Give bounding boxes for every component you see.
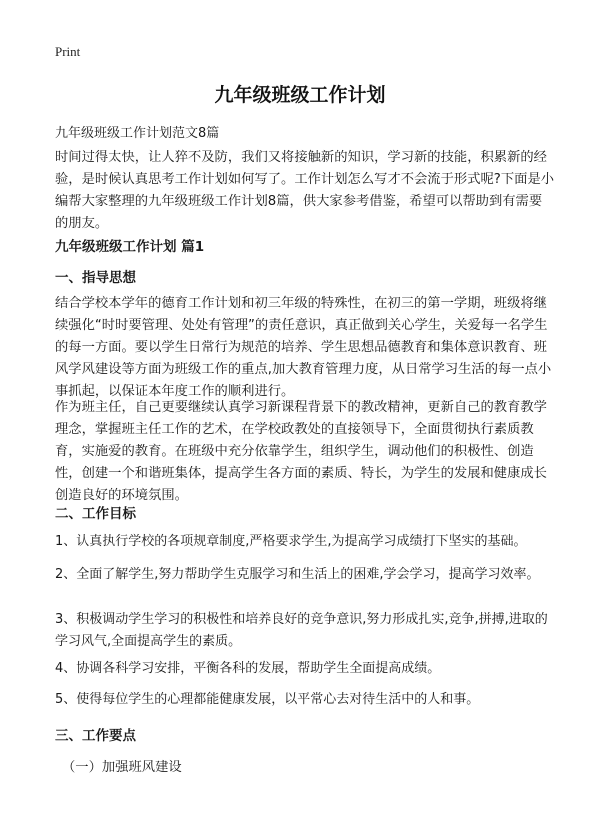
- goal-item-4: 4、协调各科学习安排，平衡各科的发展，帮助学生全面提高成绩。: [55, 661, 441, 676]
- part1-paragraph-2: 作为班主任，自己更要继续认真学习新课程背景下的教改精神，更新自己的教育教学理念，掌握班主任工作的艺术，在学校政教处的直接领导下，全面贯彻执行素质教育，实施爱的教育。在班级中充分依靠学生，组织学生，调动他们的积极性、创造性，创建一个和谐班集体，提高学生各方面的素质、特长，为学生的发展和健康成长创造良好的环境氛围。: [55, 400, 547, 503]
- section-heading: 九年级班级工作计划 篇1: [55, 239, 205, 255]
- intro-paragraph: 时间过得太快，让人猝不及防，我们又将接触新的知识，学习新的技能，积累新的经验，是时候认真思考工作计划如何写了。工作计划怎么写才不会流于形式呢?下面是小编帮大家整理的九年级班级工作计划8篇，供大家参考借鉴，希望可以帮助到有需要的朋友。: [55, 150, 555, 231]
- goal-item-1: 1、认真执行学校的各项规章制度,严格要求学生,为提高学习成绩打下坚实的基础。: [55, 534, 527, 549]
- work-point-1: （一）加强班风建设: [62, 760, 182, 775]
- part1-paragraph-1: 结合学校本学年的德育工作计划和初三年级的特殊性，在初三的第一学期，班级将继续强化“时时要管理、处处有管理”的责任意识，真正做到关心学生，关爱每一名学生的每一方面。要以学生日常行为规范的培养、学生思想品德教育和集体意识教育、班风学风建设等方面为班级工作的重点,加大教育管理力度，从日常学习生活的每一点小事抓起，以保证本年度工作的顺利进行。: [55, 296, 552, 399]
- part1-heading: 一、指导思想: [55, 270, 136, 286]
- goal-item-5: 5、使得每位学生的心理都能健康发展，以平常心去对待生活中的人和事。: [55, 692, 480, 707]
- print-link[interactable]: Print: [55, 44, 81, 59]
- goal-item-3: 3、积极调动学生学习的积极性和培养良好的竞争意识,努力形成扎实,竞争,拼搏,进取的学习风气,全面提高学生的素质。: [55, 612, 548, 649]
- article-subtitle: 九年级班级工作计划范文8篇: [55, 126, 220, 141]
- goal-item-2: 2、全面了解学生,努力帮助学生克服学习和生活上的困难,学会学习，提高学习效率。: [55, 567, 540, 582]
- part3-heading: 三、工作要点: [55, 728, 136, 744]
- part2-heading: 二、工作目标: [55, 506, 136, 522]
- page-title: 九年级班级工作计划: [214, 84, 386, 106]
